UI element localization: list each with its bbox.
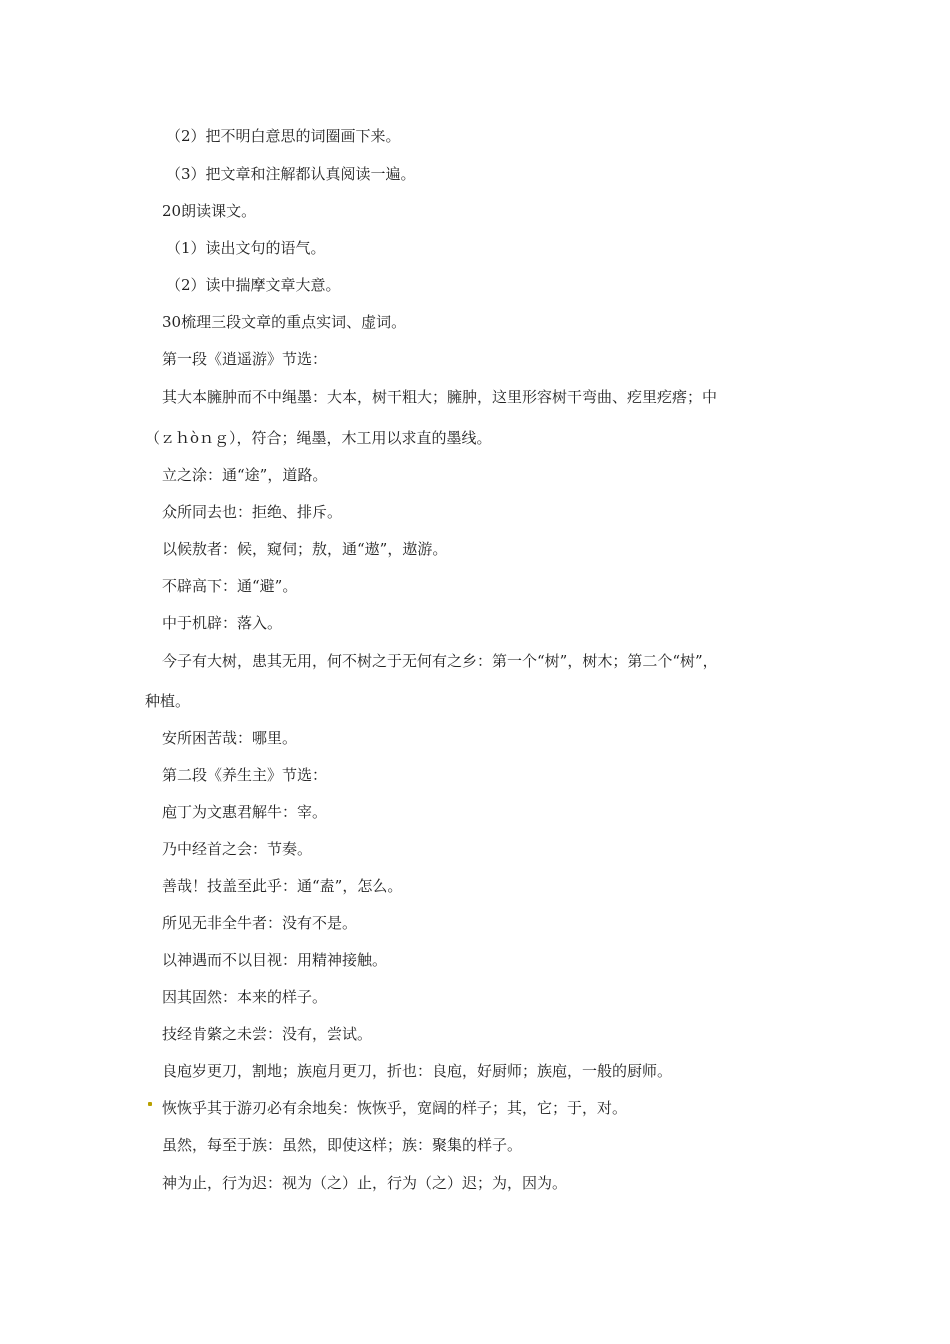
text-line: 20朗读课文。 bbox=[162, 202, 257, 220]
text-line: 庖丁为文惠君解牛：宰。 bbox=[162, 803, 328, 821]
text-line: 以候敖者：候，窥伺；敖，通“遨”，遨游。 bbox=[162, 540, 448, 558]
section-heading: 第一段《逍遥游》节选： bbox=[162, 350, 328, 368]
text-line: 立之涂：通“途”，道路。 bbox=[162, 466, 328, 484]
text-line: 乃中经首之会：节奏。 bbox=[162, 840, 313, 858]
bullet-marker-icon bbox=[148, 1102, 152, 1106]
section-heading: 第二段《养生主》节选： bbox=[162, 766, 328, 784]
text-line: （1）读出文句的语气。 bbox=[166, 239, 326, 257]
text-line: 安所困苦哉：哪里。 bbox=[162, 729, 298, 747]
text-line: 以神遇而不以目视：用精神接触。 bbox=[162, 951, 388, 969]
text-line: （ｚｈòｎｇ），符合；绳墨，木工用以求直的墨线。 bbox=[145, 429, 492, 447]
text-line: （3）把文章和注解都认真阅读一遍。 bbox=[166, 165, 416, 183]
text-line: 虽然，每至于族：虽然，即使这样；族：聚集的样子。 bbox=[162, 1136, 523, 1154]
text-line: 种植。 bbox=[145, 692, 191, 710]
text-line: 所见无非全牛者：没有不是。 bbox=[162, 914, 358, 932]
text-line: 恢恢乎其于游刃必有余地矣：恢恢乎，宽阔的样子；其，它；于，对。 bbox=[162, 1099, 628, 1117]
text-line: （2）读中揣摩文章大意。 bbox=[166, 276, 341, 294]
text-line: 今子有大树，患其无用，何不树之于无何有之乡：第一个“树”，树木；第二个“树”， bbox=[162, 652, 718, 670]
text-line: （2）把不明白意思的词圈画下来。 bbox=[166, 127, 401, 145]
text-line: 其大本臃肿而不中绳墨：大本，树干粗大；臃肿，这里形容树干弯曲、疙里疙瘩；中 bbox=[162, 388, 718, 406]
text-line: 技经肯綮之未尝：没有，尝试。 bbox=[162, 1025, 373, 1043]
text-line: 不辟高下：通“避”。 bbox=[162, 577, 298, 595]
text-line: 良庖岁更刀，割地；族庖月更刀，折也：良庖，好厨师；族庖，一般的厨师。 bbox=[162, 1062, 673, 1080]
text-line: 善哉！技盖至此乎：通“盍”，怎么。 bbox=[162, 877, 403, 895]
text-line: 众所同去也：拒绝、排斥。 bbox=[162, 503, 343, 521]
text-line: 因其固然：本来的样子。 bbox=[162, 988, 328, 1006]
text-line: 神为止，行为迟：视为（之）止，行为（之）迟；为，因为。 bbox=[162, 1174, 568, 1192]
text-line: 中于机辟：落入。 bbox=[162, 614, 283, 632]
text-line: 30梳理三段文章的重点实词、虚词。 bbox=[162, 313, 407, 331]
